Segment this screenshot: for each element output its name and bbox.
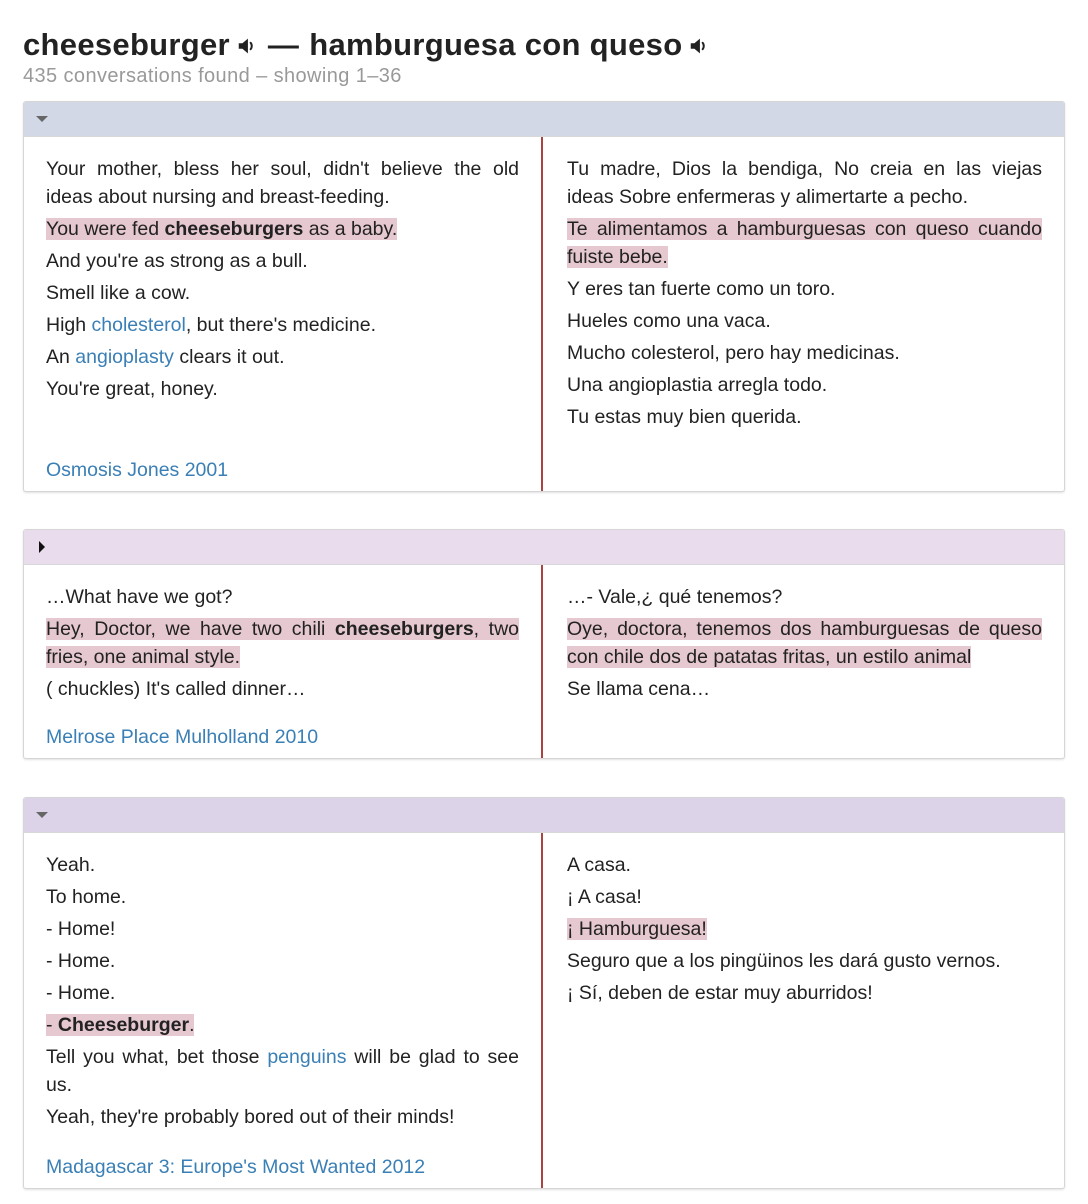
text-segment: Mucho colesterol, pero hay medicinas.	[567, 342, 900, 364]
text-segment: Yeah, they're probably bored out of their minds!	[46, 1106, 455, 1128]
term-english: cheeseburger	[23, 27, 230, 62]
search-term: Cheeseburger	[57, 1014, 190, 1036]
subtitle-line	[46, 583, 519, 611]
english-column	[24, 833, 543, 1188]
text-segment: To home.	[46, 886, 127, 908]
highlighted-match	[46, 218, 397, 240]
subtitle-line	[567, 675, 1042, 703]
text-segment: , two fries, one animal style.	[46, 618, 519, 668]
text-segment: You're great, honey.	[46, 378, 218, 400]
english-column	[24, 565, 543, 758]
text-segment: Tell you what, bet those	[46, 1046, 268, 1068]
subtitle-line	[46, 375, 519, 403]
subtitle-line	[46, 1011, 519, 1039]
subtitle-line	[567, 851, 1042, 879]
english-column	[24, 137, 543, 491]
speaker-icon[interactable]	[236, 35, 258, 57]
triangle-down-icon[interactable]	[33, 111, 51, 127]
text-segment: Una angioplastia arregla todo.	[567, 374, 828, 396]
text-segment: -	[46, 1014, 58, 1036]
card-body	[24, 565, 1064, 758]
card-header[interactable]	[24, 798, 1064, 833]
source-link[interactable]: Melrose Place Mulholland 2010	[46, 726, 319, 748]
text-segment: Your mother, bless her soul, didn't believe the old ideas about nursing and breast-feeding.	[46, 158, 519, 208]
text-segment: …- Vale,¿ qué tenemos?	[567, 586, 783, 608]
card-body	[24, 833, 1064, 1188]
spanish-column	[545, 833, 1064, 1188]
conversation-card	[23, 529, 1065, 759]
text-segment: High	[46, 314, 92, 336]
text-segment: Oye, doctora, tenemos dos hamburguesas de queso con chile dos de patatas fritas, un estilo animal	[567, 618, 1042, 668]
text-segment: - Home.	[46, 982, 116, 1004]
results-header	[23, 24, 1068, 89]
subtitle-line	[567, 947, 1042, 975]
text-segment: Tu madre, Dios la bendiga, No creia en las viejas ideas Sobre enfermeras y alimertarte a pecho.	[567, 158, 1042, 208]
subtitle-line	[567, 275, 1042, 303]
text-segment: .	[189, 1014, 195, 1036]
subtitle-line	[46, 915, 519, 943]
search-term: cheeseburgers	[334, 618, 474, 640]
subtitle-line	[567, 155, 1042, 211]
term-spanish: hamburguesa con queso	[309, 27, 683, 62]
subtitle-line	[567, 615, 1042, 671]
text-segment: You were fed	[46, 218, 165, 240]
text-segment: as a baby.	[303, 218, 398, 240]
highlighted-match	[567, 618, 1042, 668]
text-segment: , but there's medicine.	[185, 314, 376, 336]
card-header[interactable]	[24, 530, 1064, 565]
subtitle-line	[567, 583, 1042, 611]
text-segment: Yeah.	[46, 854, 96, 876]
card-header[interactable]	[24, 102, 1064, 137]
text-segment: ¡ Sí, deben de estar muy aburridos!	[567, 982, 873, 1004]
text-segment: And you're as strong as a bull.	[46, 250, 308, 272]
subtitle-line	[46, 311, 519, 339]
subtitle-line	[567, 215, 1042, 271]
card-body	[24, 137, 1064, 491]
triangle-right-icon[interactable]	[33, 539, 51, 555]
highlighted-match	[46, 618, 519, 668]
subtitle-line	[46, 883, 519, 911]
spanish-column	[545, 565, 1064, 758]
subtitle-line	[46, 1043, 519, 1099]
text-segment: Seguro que a los pingüinos les dará gusto vernos.	[567, 950, 1001, 972]
spanish-column	[545, 137, 1064, 491]
text-segment: will be glad to see us.	[46, 1046, 519, 1096]
word-link[interactable]: angioplasty	[75, 346, 174, 368]
subtitle-line	[567, 403, 1042, 431]
source-link[interactable]: Osmosis Jones 2001	[46, 459, 229, 481]
text-segment: Hey, Doctor, we have two chili	[46, 618, 335, 640]
subtitle-line	[46, 675, 519, 703]
conversation-card	[23, 797, 1065, 1189]
subtitle-line	[46, 247, 519, 275]
speaker-icon[interactable]	[688, 35, 710, 57]
subtitle-line	[46, 979, 519, 1007]
subtitle-line	[46, 947, 519, 975]
text-segment: Smell like a cow.	[46, 282, 191, 304]
word-link[interactable]: cholesterol	[91, 314, 186, 336]
subtitle-line	[567, 883, 1042, 911]
text-segment: ¡ Hamburguesa!	[567, 918, 707, 940]
search-term: cheeseburgers	[164, 218, 304, 240]
text-segment: - Home!	[46, 918, 116, 940]
subtitle-line	[567, 339, 1042, 367]
text-segment: …What have we got?	[46, 586, 233, 608]
triangle-down-icon[interactable]	[33, 807, 51, 823]
subtitle-line	[46, 851, 519, 879]
subtitle-line	[46, 215, 519, 243]
highlighted-match	[567, 218, 1042, 268]
source-link[interactable]: Madagascar 3: Europe's Most Wanted 2012	[46, 1156, 426, 1178]
text-segment: Y eres tan fuerte como un toro.	[567, 278, 836, 300]
text-segment: A casa.	[567, 854, 631, 876]
subtitle-line	[567, 307, 1042, 335]
text-segment: clears it out.	[173, 346, 285, 368]
subtitle-line	[46, 279, 519, 307]
results-count: 435 conversations found – showing 1–36	[23, 65, 402, 87]
subtitle-line	[46, 615, 519, 671]
subtitle-line	[567, 371, 1042, 399]
subtitle-line	[567, 979, 1042, 1007]
conversation-card	[23, 101, 1065, 492]
subtitle-line	[46, 155, 519, 211]
page-title	[23, 24, 1068, 66]
subtitle-line	[46, 343, 519, 371]
word-link[interactable]: penguins	[267, 1046, 347, 1068]
text-segment: An	[46, 346, 76, 368]
highlighted-match	[46, 1014, 194, 1036]
text-segment: ( chuckles) It's called dinner…	[46, 678, 306, 700]
text-segment: - Home.	[46, 950, 116, 972]
text-segment: Hueles como una vaca.	[567, 310, 771, 332]
text-segment: ¡ A casa!	[567, 886, 642, 908]
subtitle-line	[567, 915, 1042, 943]
text-segment: Tu estas muy bien querida.	[567, 406, 802, 428]
highlighted-match	[567, 918, 707, 940]
text-segment: Te alimentamos a hamburguesas con queso cuando fuiste bebe.	[567, 218, 1042, 268]
subtitle-line	[46, 1103, 519, 1131]
text-segment: Se llama cena…	[567, 678, 711, 700]
title-dash: —	[267, 27, 300, 62]
